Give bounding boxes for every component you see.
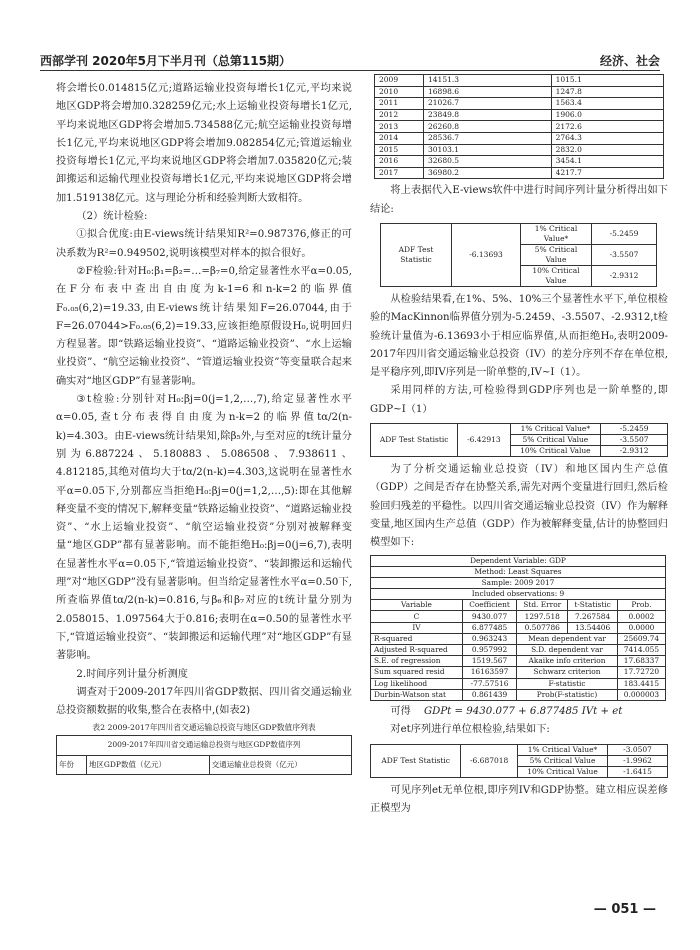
- reg-stat-value: 17.72720: [617, 667, 665, 678]
- adf-crit-value: -3.0507: [608, 744, 668, 755]
- section-heading-2: 2.时间序列计量分析测度: [76, 668, 188, 680]
- reg-stat-label: Log likelihood: [371, 678, 463, 689]
- adf-crit-value: -5.2459: [601, 424, 668, 435]
- adf-crit-value: -1.6415: [608, 766, 668, 777]
- reg-cell: C: [371, 611, 463, 622]
- reg-cell: 0.507786: [517, 622, 568, 633]
- adf-value: -6.42913: [458, 424, 510, 457]
- reg-stat-label: Durbin-Watson stat: [371, 689, 463, 700]
- reg-stat-value: 183.4415: [617, 678, 665, 689]
- gdp-cell: 21026.7: [424, 98, 552, 110]
- right-paragraph-2: 从检验结果看,在1%、5%、10%三个显著性水平下,单位根检验的MacKinnon临界值分别为-5.2459、-3.5507、-2.9312,t检验统计量值为-6.13693小于相应临界值,从而拒绝H₀,表明2009-2017年四川省交通运输业总投资（IV）的差分序列不存在单位根,是平稳序列,即IV序列是一阶单整的,IV~I（1）。: [370, 293, 668, 379]
- table-row: [375, 86, 664, 98]
- reg-stat-label: Akaike info criterion: [517, 656, 618, 667]
- table2-title: 2009-2017年四川省交通运输总投资与地区GDP数值序列: [57, 736, 352, 755]
- reg-header: Variable: [371, 600, 463, 611]
- journal-title: 西部学刊 2020年5月下半月刊（总第115期）: [40, 54, 291, 68]
- gdp-iv-data-table: [374, 74, 664, 179]
- reg-stat-value: 7414.055: [617, 645, 665, 656]
- table2-col-gdp: 地区GDP数值（亿元）: [86, 755, 209, 774]
- gdp-cell: 30103.1: [424, 144, 552, 156]
- gdp-cell: 28536.7: [424, 132, 552, 144]
- table-row: [375, 156, 664, 168]
- iv-cell: 4217.7: [551, 167, 663, 179]
- adf-label: ADF Test Statistic: [381, 223, 452, 286]
- adf-crit-label: 5% Critical Value: [510, 435, 601, 446]
- gdp-cell: 23849.8: [424, 109, 552, 121]
- adf-table-iv: [380, 223, 657, 287]
- adf-crit-label: 1% Critical Value*: [510, 424, 601, 435]
- left-paragraph-1: 将会增长0.014815亿元;道路运输业投资每增长1亿元,平均来说地区GDP将会增加0.328259亿元;水上运输业投资每增长1亿元,平均来说地区GDP将会增加5.734588亿元;航空运输业投资每增长1亿元,平均来说地区GDP将会增加9.082854亿元;管道运输业投资每增长1亿元,平均来说地区GDP将会增加7.035820亿元;装卸搬运和运输代理业投资每增长1亿元,平均来说地区GDP将会增加1.519138亿元。这与理论分析和经验判断大致相符。: [56, 83, 352, 204]
- equation-line: [370, 703, 668, 721]
- table-row: [375, 75, 664, 87]
- table-row: [375, 167, 664, 179]
- adf-crit-label: 1% Critical Value*: [521, 223, 592, 244]
- adf-crit-label: 10% Critical Value: [517, 766, 607, 777]
- right-paragraph-6: 可见序列et无单位根,即序列IV和GDP协整。建立相应误差修正模型为: [370, 784, 668, 814]
- right-paragraph-1: 将上表据代入E-views软件中进行时间序列计量分析得出如下结论:: [370, 185, 668, 215]
- adf-crit-label: 5% Critical Value: [517, 755, 607, 766]
- reg-stat-value: -77.57516: [462, 678, 516, 689]
- reg-cell: 0.0000: [617, 622, 665, 633]
- reg-stat-value: 25609.74: [617, 633, 665, 644]
- reg-stat-value: 16163597: [462, 667, 516, 678]
- reg-cell: 9430.077: [462, 611, 516, 622]
- table2-col-iv: 交通运输业总投资（亿元）: [209, 755, 351, 774]
- reg-stat-value: 17.68337: [617, 656, 665, 667]
- reg-sample: Sample: 2009 2017: [371, 577, 666, 588]
- reg-stat-value: 0.861439: [462, 689, 516, 700]
- right-paragraph-5: 对et序列进行单位根检验,结果如下:: [390, 724, 550, 736]
- table2-caption: 表2 2009-2017年四川省交通运输总投资与地区GDP数值序列表: [92, 723, 316, 733]
- year-cell: 2010: [375, 86, 424, 98]
- reg-stat-label: S.D. dependent var: [517, 645, 618, 656]
- right-paragraph-3: 采用同样的方法,可检验得到GDP序列也是一阶单整的,即GDP~I（1）: [370, 385, 668, 415]
- equation-prefix: 可得: [390, 705, 411, 717]
- adf-crit-value: -3.5507: [592, 244, 657, 265]
- table-row: [375, 144, 664, 156]
- adf-crit-label: 5% Critical Value: [521, 244, 592, 265]
- reg-dep: Dependent Variable: GDP: [371, 555, 666, 566]
- reg-method: Method: Least Squares: [371, 566, 666, 577]
- reg-stat-label: Prob(F-statistic): [517, 689, 618, 700]
- adf-crit-label: 10% Critical Value: [510, 446, 601, 457]
- adf-value: -6.687018: [461, 744, 518, 777]
- reg-header: t-Statistic: [568, 600, 618, 611]
- section-title: 经济、社会: [599, 54, 660, 68]
- adf-crit-value: -2.9312: [601, 446, 668, 457]
- table-row: [375, 109, 664, 121]
- page-number: — 051 —: [593, 902, 656, 917]
- page-header: [40, 50, 660, 72]
- gdp-cell: 36980.2: [424, 167, 552, 179]
- adf-crit-value: -1.9962: [608, 755, 668, 766]
- reg-stat-label: Sum squared resid: [371, 667, 463, 678]
- right-paragraph-4: 为了分析交通运输业总投资（IV）和地区国内生产总值（GDP）之间是否存在协整关系,需先对两个变量进行回归,然后检验回归残差的平稳性。以四川省交通运输业总投资（IV）作为解释变量,地区国内生产总值（GDP）作为被解释变量,估计的协整回归模型如下:: [370, 464, 668, 549]
- reg-header: Std. Error: [517, 600, 568, 611]
- adf-crit-value: -3.5507: [601, 435, 668, 446]
- iv-cell: 2764.3: [551, 132, 663, 144]
- year-cell: 2011: [375, 98, 424, 110]
- adf-crit-value: -2.9312: [592, 265, 657, 286]
- adf-crit-value: -5.2459: [592, 223, 657, 244]
- reg-stat-value: 0.000003: [617, 689, 665, 700]
- year-cell: 2017: [375, 167, 424, 179]
- adf-crit-label: 10% Critical Value: [521, 265, 592, 286]
- reg-header: Coefficient: [462, 600, 516, 611]
- year-cell: 2014: [375, 132, 424, 144]
- gdp-cell: 32680.5: [424, 156, 552, 168]
- adf-crit-label: 1% Critical Value*: [517, 744, 607, 755]
- adf-value: -6.13693: [452, 223, 521, 286]
- gdp-cell: 14151.3: [424, 75, 552, 87]
- reg-header: Prob.: [617, 600, 665, 611]
- header-rule: [40, 70, 660, 71]
- reg-cell: 0.0002: [617, 611, 665, 622]
- reg-stat-label: Adjusted R-squared: [371, 645, 463, 656]
- iv-cell: 1563.4: [551, 98, 663, 110]
- reg-cell: IV: [371, 622, 463, 633]
- left-paragraph-4: ②F检验:针对H₀:β₁=β₂=…=β₇=0,给定显著性水平α=0.05,在F分布表中查出自由度为k-1=6和n-k=2的临界值F₀.₀₅(6,2)=19.33,由E-views统计结果知F=26.07044,由于F=26.07044>F₀.₀₅(6,2)=19.33,应该拒绝原假设H₀,说明回归方程显著。即“铁路运输业投资”、“道路运输业投资”、“水上运输业投资”、“航空运输业投资”、“管道运输业投资”等变量联合起来确实对“地区GDP”有显著影响。: [56, 265, 352, 387]
- iv-cell: 2832.0: [551, 144, 663, 156]
- reg-stat-label: Schwarz criterion: [517, 667, 618, 678]
- iv-cell: 1247.8: [551, 86, 663, 98]
- adf-table-residual: [370, 744, 668, 778]
- reg-obs: Included observations: 9: [371, 589, 666, 600]
- reg-stat-value: 0.957992: [462, 645, 516, 656]
- left-paragraph-6: 调查对于2009-2017年四川省GDP数据、四川省交通运输业总投资额数据的收集,整合在表格中,(如表2): [56, 686, 352, 717]
- left-paragraph-2: （2）统计检验:: [76, 211, 148, 223]
- gdp-cell: 26260.8: [424, 121, 552, 133]
- year-cell: 2009: [375, 75, 424, 87]
- reg-stat-value: 0.963243: [462, 633, 516, 644]
- reg-cell: 13.54406: [568, 622, 618, 633]
- reg-stat-label: Mean dependent var: [517, 633, 618, 644]
- left-column: [56, 80, 352, 775]
- iv-cell: 1906.0: [551, 109, 663, 121]
- table-row: [375, 132, 664, 144]
- right-column: [370, 74, 668, 818]
- year-cell: 2012: [375, 109, 424, 121]
- adf-label: ADF Test Statistic: [371, 424, 458, 457]
- reg-stat-label: F-statistic: [517, 678, 618, 689]
- adf-label: ADF Test Statistic: [371, 744, 461, 777]
- iv-cell: 3454.1: [551, 156, 663, 168]
- year-cell: 2015: [375, 144, 424, 156]
- adf-table-gdp: [370, 423, 668, 457]
- table-row: [375, 98, 664, 110]
- year-cell: 2016: [375, 156, 424, 168]
- table2-col-year: 年份: [57, 755, 87, 774]
- iv-cell: 2172.6: [551, 121, 663, 133]
- table-row: [375, 121, 664, 133]
- regression-equation: GDPt = 9430.077 + 6.877485 IVt + et: [424, 705, 623, 717]
- gdp-cell: 16898.6: [424, 86, 552, 98]
- year-cell: 2013: [375, 121, 424, 133]
- regression-table: [370, 555, 666, 701]
- iv-cell: 1015.1: [551, 75, 663, 87]
- left-paragraph-3: ①拟合优度:由E-views统计结果知R²=0.987376,修正的可决系数为R²=0.949502,说明该模型对样本的拟合很好。: [56, 229, 352, 259]
- reg-cell: 1297.518: [517, 611, 568, 622]
- left-paragraph-5: ③t检验:分别针对H₀:βj=0(j=1,2,…,7),给定显著性水平α=0.05,查t分布表得自由度为n-k=2的临界值tα/2(n-k)=4.303。由E-views统计结果知,除β₅外,与至对应的t统计量分别为6.887224、5.180883、5.086508、7.938611、4.812185,其绝对值均大于tα/2(n-k)=4.303,这说明在显著性水平α=0.05下,分别都应当拒绝H₀:βj=0(j=1,2,…,5):即在其他解释变量不变的情况下,解释变量“铁路运输业投资”、“道路运输业投资”、“水上运输业投资”、“航空运输业投资”分别对被解释变量“地区GDP”都有显著影响。而不能拒绝H₀:βj=0(j=6,7),表明在显著性水平α=0.05下,“管道运输业投资”、“装卸搬运和运输代理”对“地区GDP”没有显著影响。但当给定显著性水平α=0.50下,所查临界值tα/2(n-k)=0.816,与β₆和β₇对应的t统计量分别为2.058015、1.097564大于0.816;表明在α=0.50的显著性水平下,“管道运输业投资”、“装卸搬运和运输代理”对“地区GDP”有显著影响。: [56, 394, 352, 662]
- reg-stat-label: S.E. of regression: [371, 656, 463, 667]
- reg-stat-label: R-squared: [371, 633, 463, 644]
- reg-stat-value: 1519.567: [462, 656, 516, 667]
- reg-cell: 6.877485: [462, 622, 516, 633]
- table2-header: [56, 735, 352, 775]
- reg-cell: 7.267584: [568, 611, 618, 622]
